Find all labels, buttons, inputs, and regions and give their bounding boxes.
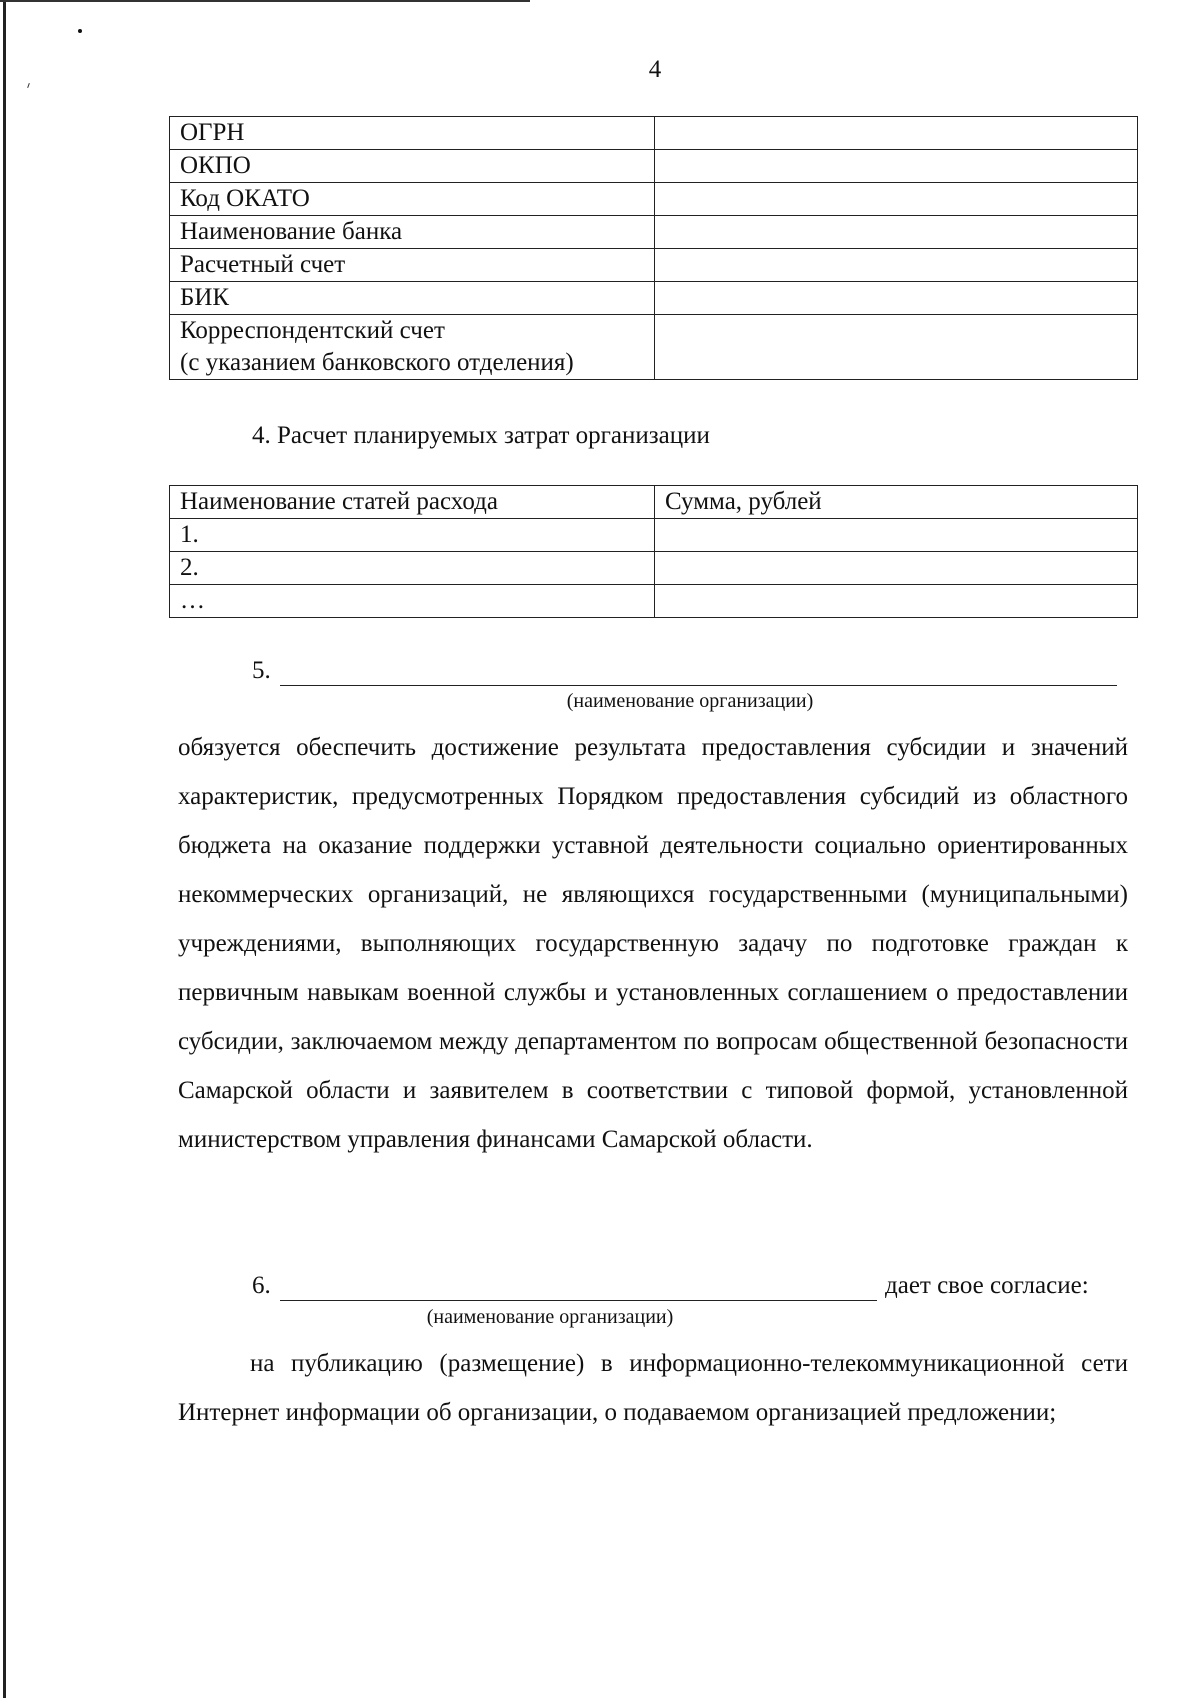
table-cell-value xyxy=(655,117,1138,150)
column-header: Наименование статей расхода xyxy=(170,486,655,519)
table-cell xyxy=(655,585,1138,618)
table-cell: … xyxy=(170,585,655,618)
table-row xyxy=(170,552,1138,585)
table-row xyxy=(170,315,1138,380)
field-caption: (наименование организации) xyxy=(566,690,814,712)
section-heading: 4. Расчет планируемых затрат организации xyxy=(252,422,710,449)
table-cell-label: Наименование банка xyxy=(170,216,655,249)
table-header-row xyxy=(170,486,1138,519)
table-cell-value xyxy=(655,183,1138,216)
blank-fill-line xyxy=(280,685,1117,686)
table-cell xyxy=(655,519,1138,552)
blank-fill-line xyxy=(280,1300,877,1301)
table-cell-label: БИК xyxy=(170,282,655,315)
scan-dot-artifact xyxy=(78,29,82,33)
scan-edge-top xyxy=(0,0,530,2)
table-cell-label-line: Корреспондентский счет xyxy=(180,317,445,344)
field-caption: (наименование организации) xyxy=(426,1306,674,1328)
table-cell-label-line: (с указанием банковского отделения) xyxy=(180,349,574,376)
table-cell-label: ОГРН xyxy=(170,117,655,150)
table-cell-label xyxy=(170,315,655,380)
consent-label: дает свое согласие: xyxy=(885,1272,1089,1299)
table-row xyxy=(170,282,1138,315)
table-cell-value xyxy=(655,249,1138,282)
table-cell: 1. xyxy=(170,519,655,552)
scan-edge-left xyxy=(3,0,6,1698)
table-row xyxy=(170,519,1138,552)
table-cell: 2. xyxy=(170,552,655,585)
table-cell-value xyxy=(655,150,1138,183)
table-cell-label: Расчетный счет xyxy=(170,249,655,282)
table-cell-value xyxy=(655,282,1138,315)
table-row xyxy=(170,183,1138,216)
body-paragraph: на публикацию (размещение) в информационно-телекоммуникационной сети Интернет информации об организации, о подаваемом организацией предложении; xyxy=(178,1350,1128,1426)
section-number: 6. xyxy=(252,1272,271,1299)
table-row xyxy=(170,216,1138,249)
table-row xyxy=(170,117,1138,150)
table-row xyxy=(170,249,1138,282)
requisites-table xyxy=(169,116,1138,380)
page-number: 4 xyxy=(648,56,662,83)
section-number: 5. xyxy=(252,657,271,684)
table-cell xyxy=(655,552,1138,585)
column-header: Сумма, рублей xyxy=(655,486,1138,519)
cost-table xyxy=(169,485,1138,618)
table-cell-value xyxy=(655,315,1138,380)
table-cell-label: ОКПО xyxy=(170,150,655,183)
table-row xyxy=(170,585,1138,618)
table-row xyxy=(170,150,1138,183)
table-cell-value xyxy=(655,216,1138,249)
body-paragraph: обязуется обеспечить достижение результата предоставления субсидии и значений характеристик, предусмотренных Порядком предоставления субсидий из областного бюджета на оказание поддержки уставной деятельности социально ориентированных некоммерческих организаций, не являющихся государственными (муниципальными) учреждениями, выполняющих государственную задачу по подготовке граждан к первичным навыкам военной службы и установленных соглашением о предоставлении субсидии, заключаемом между департаментом по вопросам общественной безопасности Самарской области и заявителем в соответствии с типовой формой, установленной министерством управления финансами Самарской области. xyxy=(178,734,1128,1153)
table-cell-label: Код ОКАТО xyxy=(170,183,655,216)
